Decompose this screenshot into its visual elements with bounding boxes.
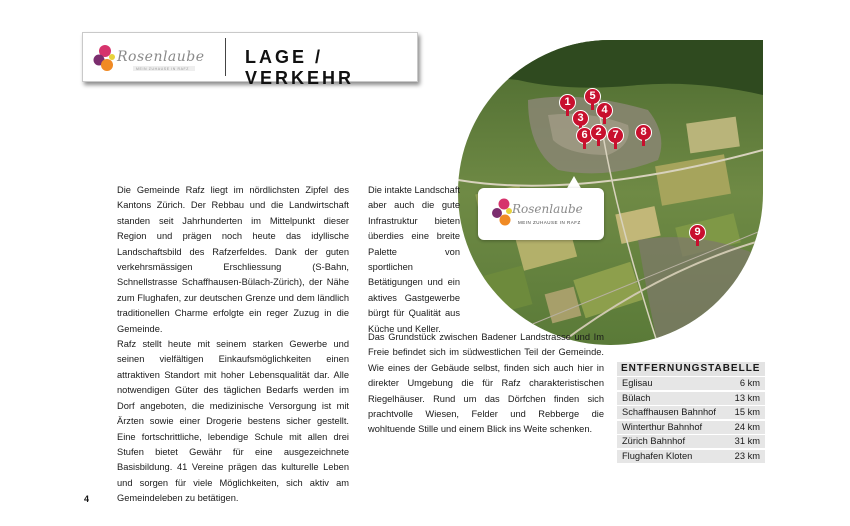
paragraph: Die Gemeinde Rafz liegt im nördlichsten Zipfel des Kantons Zürich. Der Rebbau und die Landwirtschaft standen seit Jahrhunderten im Mittelpunkt dieser Region und prägen noch heute das idyllische Landschaftsbild des Rafzerfeldes. Dank der guten verkehrsmässigen Erschliessung (S-Bahn, Schnellstrasse Schaffhausen-Bülach-Zürich), der Nähe zum Flughafen, zur deutschen Grenze und dem ländlich traditionellen Charme erfolgte ein reger Zuzug in die Gemeinde.: [117, 185, 349, 334]
paragraph: Die intakte Landschaft aber auch die gute Infrastruktur bieten überdies eine breite Palette von sportlichen Betätigungen und ein aktives Gastgewerbe bürgt für Qualität aus Küche und Keller.: [368, 185, 460, 334]
distance-value: 23 km: [734, 450, 760, 461]
map-marker-7[interactable]: [607, 127, 624, 149]
marker-label: 2: [590, 124, 607, 141]
place-name: Schaffhausen Bahnhof: [622, 407, 716, 417]
logo: [83, 33, 223, 81]
marker-label: 9: [689, 224, 706, 241]
map-callout-logo: [478, 188, 604, 240]
place-name: Zürich Bahnhof: [622, 436, 686, 446]
marker-label: 6: [576, 127, 593, 144]
paragraph: Rafz stellt heute mit seinem starken Gewerbe und seinen vielfältigen Einkaufsmöglichkeiten einen attraktiven Standort mit hoher Lebensqualität dar. Alle notwendigen Güter des täglichen Bedarfs werden im Dorf angeboten, die medizinische Versorgung ist mit Ärzten sowie einer Drogerie bestens sicher gestellt. Eine fortschrittliche, lebendige Schule mit allen drei Stufen bietet Gewähr für eine ausgezeichnete Basisbildung. 41 Vereine prägen das kulturelle Leben und sorgen für viele Möglichkeiten, sich aktiv am Gemeindeleben zu betätigen.: [117, 339, 349, 504]
marker-label: 5: [584, 88, 601, 105]
header-divider: [225, 38, 226, 76]
distance-value: 24 km: [734, 421, 760, 432]
logo-wordmark: Rosenlaube: [117, 49, 205, 65]
header-box: [82, 32, 418, 88]
table-title: ENTFERNUNGSTABELLE: [617, 362, 765, 376]
text-column-3: [368, 330, 604, 438]
table-row: [617, 450, 765, 463]
distance-value: 13 km: [734, 392, 760, 403]
marker-label: 3: [572, 110, 589, 127]
place-name: Bülach: [622, 392, 651, 403]
text-column-1: [117, 183, 349, 507]
table-row: [617, 435, 765, 448]
place-name: Eglisau: [622, 378, 653, 388]
map-marker-2[interactable]: [590, 124, 607, 146]
marker-label: 4: [596, 102, 613, 119]
page-number: 4: [84, 494, 90, 504]
table-row: [617, 406, 765, 419]
page-title: LAGE / VERKEHR: [245, 47, 355, 88]
text-column-2: [368, 183, 460, 337]
table-row: [617, 421, 765, 434]
map-marker-8[interactable]: [635, 124, 652, 146]
place-name: Flughafen Kloten: [622, 450, 693, 461]
table-row: [617, 377, 765, 390]
marker-label: 8: [635, 124, 652, 141]
distance-value: 6 km: [739, 378, 760, 388]
map-marker-9[interactable]: [689, 224, 706, 246]
table-row: [617, 392, 765, 405]
paragraph: Das Grundstück zwischen Badener Landstrasse und Im Freie befindet sich im südwestlichen Teil der Gemeinde. Wie eines der Gebäude selbst, finden sich auch hier in direkter Umgebung die für Rafz charakteristischen Riegelhäuser. Rund um das Dörfchen finden sich prachtvolle Wiesen, Felder und Rebberge die wohltuende Stille und einem Blick ins Weite schenken.: [368, 332, 604, 435]
distance-table: [617, 362, 765, 464]
distance-value: 31 km: [734, 436, 760, 446]
callout-wordmark: Rosenlaube: [512, 202, 583, 216]
callout-tagline: MEIN ZUHAUSE IN RAFZ: [518, 220, 581, 225]
distance-value: 15 km: [734, 407, 760, 417]
place-name: Winterthur Bahnhof: [622, 421, 703, 432]
marker-label: 1: [559, 94, 576, 111]
logo-tagline: MEIN ZUHAUSE IN RAFZ: [136, 67, 190, 71]
map-marker-4[interactable]: [596, 102, 613, 124]
marker-label: 7: [607, 127, 624, 144]
